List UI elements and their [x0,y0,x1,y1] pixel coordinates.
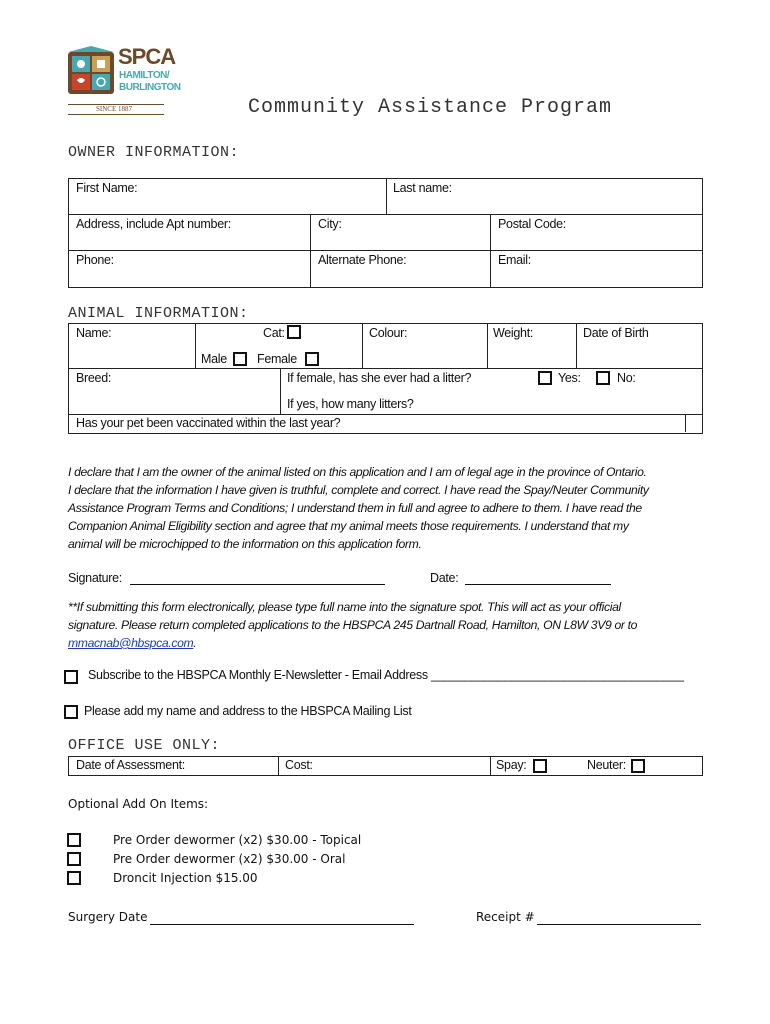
breed-field[interactable]: Breed: [76,371,112,385]
spay-label: Spay: [496,758,527,772]
date-of-birth-field[interactable]: Date of Birth [583,326,649,340]
receipt-label: Receipt # [476,910,535,924]
litter-no-label: No: [617,371,636,385]
mailing-list-label: Please add my name and address to the HBSPCA Mailing List [84,704,412,718]
note-line-2: signature. Please return completed applications to the HBSPCA 245 Dartnall Road, Hamilton, ON L8W 3V9 or to [68,618,638,632]
animal-row-divider-1 [68,368,702,369]
declaration-line-5: animal will be microchipped to the information on this application form. [68,537,422,551]
page-title: Community Assistance Program [248,96,613,119]
receipt-line[interactable] [537,924,701,925]
addon-label-1: Pre Order dewormer (x2) $30.00 - Topical [113,833,362,847]
declaration-line-1: I declare that I am the owner of the animal listed on this application and I am of legal age in the province of Ontario. [68,465,647,479]
email-field[interactable]: Email: [498,253,531,267]
addons-heading: Optional Add On Items: [68,797,209,811]
animal-col-divider-4 [576,323,577,368]
cat-checkbox[interactable] [287,325,301,339]
email-link[interactable]: mmacnab@hbspca.com [68,636,194,650]
office-heading: OFFICE USE ONLY: [68,737,221,754]
female-checkbox[interactable] [305,352,319,366]
signature-line[interactable] [130,584,385,585]
office-col-divider-1 [278,756,279,775]
vaccinated-question[interactable]: Has your pet been vaccinated within the last year? [76,416,341,430]
logo-since: SINCE 1887 [96,105,132,113]
declaration [68,463,708,553]
female-label: Female [257,352,297,366]
declaration-line-4: Companion Animal Eligibility section and agree that my animal meets those requirements. I understand that my [68,519,629,533]
animal-col-divider-1 [195,323,196,368]
signature-label: Signature: [68,571,122,585]
spay-checkbox[interactable] [533,759,547,773]
addon-checkbox-1[interactable] [67,833,81,847]
city-field[interactable]: City: [318,217,342,231]
phone-field[interactable]: Phone: [76,253,114,267]
owner-col-divider-1 [386,178,387,214]
last-name-field[interactable]: Last name: [393,181,452,195]
first-name-field[interactable]: First Name: [76,181,138,195]
neuter-checkbox[interactable] [631,759,645,773]
office-col-divider-2 [490,756,491,775]
logo-line2: BURLINGTON [119,82,181,93]
litter-count-field[interactable]: If yes, how many litters? [287,397,414,411]
note-line-1: **If submitting this form electronically, please type full name into the signature spot. This will act as your official [68,600,621,614]
assessment-date-field[interactable]: Date of Assessment: [76,758,185,772]
litter-question: If female, has she ever had a litter? [287,371,472,385]
surgery-date-line[interactable] [150,924,414,925]
note-period: . [193,636,197,650]
animal-name-field[interactable]: Name: [76,326,112,340]
addon-checkbox-2[interactable] [67,852,81,866]
newsletter-label: Subscribe to the HBSPCA Monthly E-Newsletter - Email Address ______________________________________ [88,668,684,682]
litter-yes-label: Yes: [558,371,581,385]
animal-col-divider-3 [487,323,488,368]
date-label: Date: [430,571,459,585]
surgery-date-label: Surgery Date [68,910,148,924]
newsletter-checkbox[interactable] [64,670,78,684]
owner-row-divider-2 [68,250,702,251]
owner-col-divider-2 [310,214,311,287]
addon-label-2: Pre Order dewormer (x2) $30.00 - Oral [113,852,346,866]
owner-heading: OWNER INFORMATION: [68,144,240,161]
male-checkbox[interactable] [233,352,247,366]
neuter-label: Neuter: [587,758,626,772]
alternate-phone-field[interactable]: Alternate Phone: [318,253,407,267]
addon-checkbox-3[interactable] [67,871,81,885]
animal-col-divider-2 [362,323,363,368]
date-line[interactable] [465,584,611,585]
mailing-list-checkbox[interactable] [64,705,78,719]
owner-row-divider-1 [68,214,702,215]
address-field[interactable]: Address, include Apt number: [76,217,231,231]
declaration-line-2: I declare that the information I have given is truthful, complete and correct. I have read the Spay/Neuter Community [68,483,649,497]
colour-field[interactable]: Colour: [369,326,408,340]
postal-code-field[interactable]: Postal Code: [498,217,566,231]
animal-col-divider-6 [685,414,686,432]
cat-label: Cat: [263,326,285,340]
logo-brand: SPCA [118,44,176,69]
addon-label-3: Droncit Injection $15.00 [113,871,258,885]
litter-yes-checkbox[interactable] [538,371,552,385]
weight-field[interactable]: Weight: [493,326,534,340]
animal-row-divider-2 [68,414,702,415]
electronic-note [68,598,637,652]
logo-divider-bottom [68,114,164,115]
animal-heading: ANIMAL INFORMATION: [68,305,249,322]
animal-col-divider-5 [280,368,281,414]
owner-col-divider-3 [490,214,491,287]
declaration-line-3: Assistance Program Terms and Conditions; I understand them in full and agree to adhere to them. I have read the [68,501,642,515]
cost-field[interactable]: Cost: [285,758,313,772]
note-line-3 [68,634,637,652]
logo-line1: HAMILTON/ [119,70,170,81]
litter-no-checkbox[interactable] [596,371,610,385]
male-label: Male [201,352,227,366]
